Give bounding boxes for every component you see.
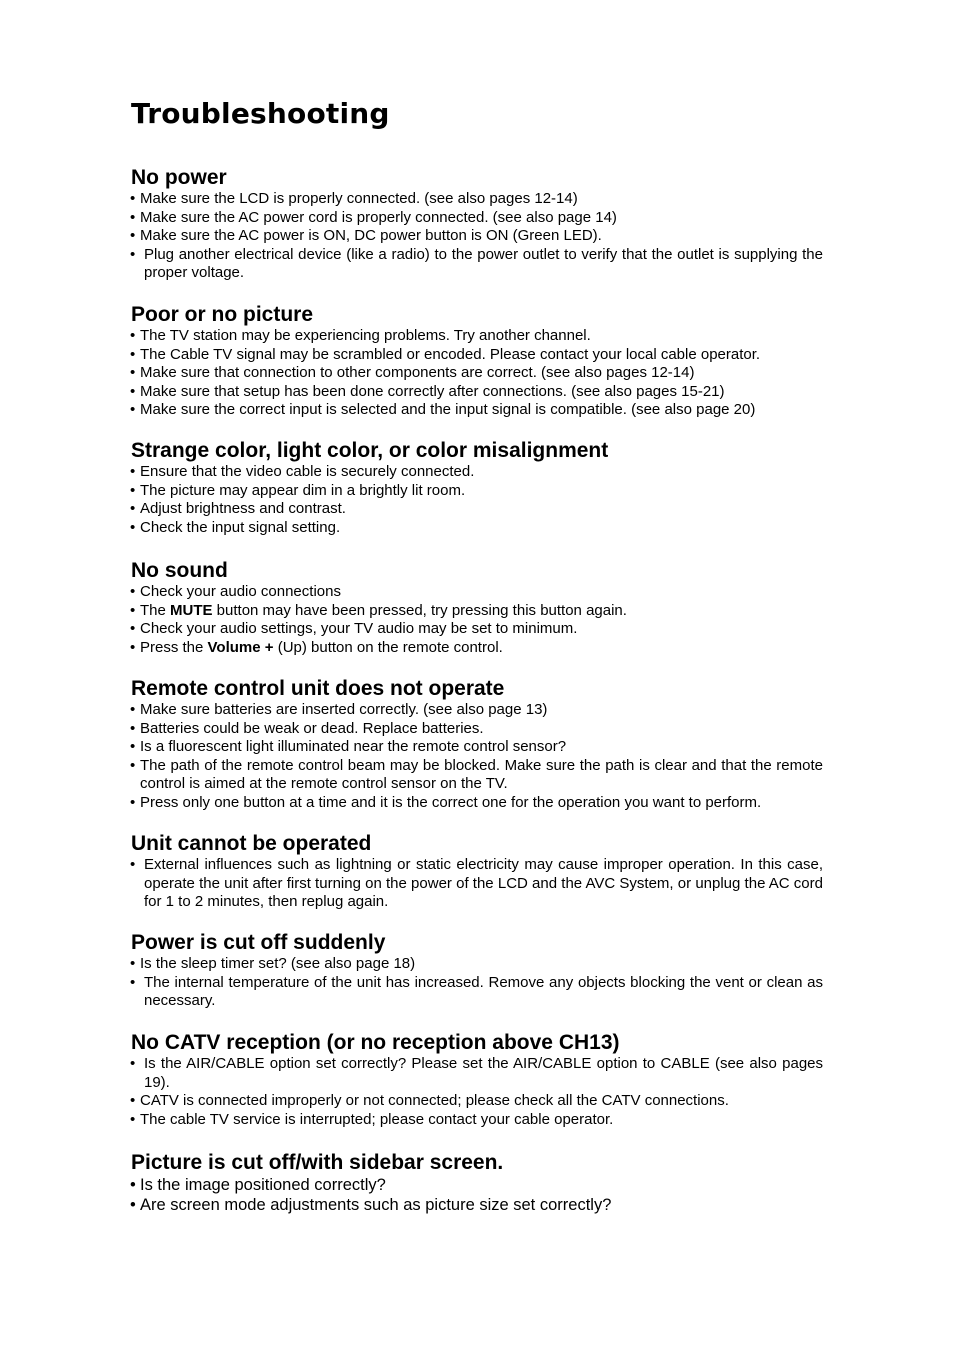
bullet-list (131, 1055, 823, 1129)
bullet-list (131, 701, 823, 813)
bullet-item (131, 602, 823, 621)
bullet-item: • Adjust brightness and contrast. (131, 500, 823, 519)
bullet-item: • Make sure the correct input is selected and the input signal is compatible. (see also page 20) (131, 401, 823, 420)
bullet-item: • Make sure the AC power cord is properly connected. (see also page 14) (131, 209, 823, 228)
section-heading: Picture is cut off/with sidebar screen. (131, 1151, 504, 1174)
item-text: The (140, 601, 171, 619)
volume-button-label: Volume + (207, 638, 274, 656)
section-heading: No CATV reception (or no reception above CH13) (131, 1031, 620, 1054)
section-strange-color (131, 439, 823, 537)
bullet-item: • Check your audio settings, your TV audio may be set to minimum. (131, 620, 823, 639)
bullet-item: • The path of the remote control beam may be blocked. Make sure the path is clear and that the remote control is aimed at the remote control sensor on the TV. (131, 757, 823, 794)
bullet-list (131, 856, 823, 912)
item-text: (Up) button on the remote control. (273, 638, 503, 656)
section-heading: Poor or no picture (131, 303, 314, 326)
section-heading: Unit cannot be operated (131, 832, 372, 855)
bullet-item: • Check the input signal setting. (131, 519, 823, 538)
bullet-item: • Plug another electrical device (like a radio) to the power outlet to verify that the outlet is supplying the proper voltage. (131, 246, 823, 283)
bullet-item: • Are screen mode adjustments such as picture size set correctly? (131, 1195, 823, 1215)
bullet-item: • Press only one button at a time and it is the correct one for the operation you want to perform. (131, 794, 823, 813)
section-poor-or-no-picture (131, 303, 823, 420)
bullet-item: • Is the image positioned correctly? (131, 1175, 823, 1195)
section-heading: Strange color, light color, or color misalignment (131, 439, 609, 462)
bullet-item: • Make sure the AC power is ON, DC power button is ON (Green LED). (131, 227, 823, 246)
page-title: Troubleshooting (131, 97, 390, 130)
section-remote-control (131, 677, 823, 813)
bullet-item: • The internal temperature of the unit has increased. Remove any objects blocking the vent or clean as necessary. (131, 974, 823, 1011)
bullet-item: • CATV is connected improperly or not connected; please check all the CATV connections. (131, 1092, 823, 1111)
section-heading: No sound (131, 559, 228, 582)
section-heading: Remote control unit does not operate (131, 677, 505, 700)
item-text: Press the (140, 638, 208, 656)
section-unit-cannot-be-operated (131, 832, 823, 912)
section-no-sound (131, 559, 823, 657)
item-text: button may have been pressed, try pressing this button again. (212, 601, 627, 619)
bullet-item: • External influences such as lightning or static electricity may cause improper operation. In this case, operate the unit after first turning on the power of the LCD and the AVC System, or unplug the AC cord for 1 to 2 minutes, then replug again. (131, 856, 823, 912)
bullet-list (131, 190, 823, 283)
bullet-item: • Is the sleep timer set? (see also page 18) (131, 955, 823, 974)
bullet-list (131, 1175, 823, 1215)
bullet-item: • The cable TV service is interrupted; please contact your cable operator. (131, 1111, 823, 1130)
section-power-cut-off (131, 931, 823, 1011)
bullet-item: • Check your audio connections (131, 583, 823, 602)
bullet-list (131, 327, 823, 420)
bullet-item: • Batteries could be weak or dead. Replace batteries. (131, 720, 823, 739)
bullet-item: • The picture may appear dim in a brightly lit room. (131, 482, 823, 501)
section-heading: Power is cut off suddenly (131, 931, 386, 954)
bullet-item: • The TV station may be experiencing problems. Try another channel. (131, 327, 823, 346)
bullet-list (131, 583, 823, 657)
section-no-catv-reception (131, 1031, 823, 1129)
bullet-item: • Ensure that the video cable is securely connected. (131, 463, 823, 482)
bullet-item: • Make sure that setup has been done correctly after connections. (see also pages 15-21) (131, 383, 823, 402)
bullet-item: • Is the AIR/CABLE option set correctly? Please set the AIR/CABLE option to CABLE (see also pages 19). (131, 1055, 823, 1092)
section-no-power (131, 166, 823, 283)
bullet-list (131, 955, 823, 1011)
bullet-item: • Make sure that connection to other components are correct. (see also pages 12-14) (131, 364, 823, 383)
bullet-item: • Make sure the LCD is properly connected. (see also pages 12-14) (131, 190, 823, 209)
bullet-item: • The Cable TV signal may be scrambled or encoded. Please contact your local cable operator. (131, 346, 823, 365)
bullet-list (131, 463, 823, 537)
section-heading: No power (131, 166, 227, 189)
bullet-item: • Is a fluorescent light illuminated near the remote control sensor? (131, 738, 823, 757)
bullet-item: • Make sure batteries are inserted correctly. (see also page 13) (131, 701, 823, 720)
section-picture-cut-off (131, 1151, 823, 1215)
bullet-item (131, 639, 823, 658)
mute-button-label: MUTE (170, 601, 213, 619)
